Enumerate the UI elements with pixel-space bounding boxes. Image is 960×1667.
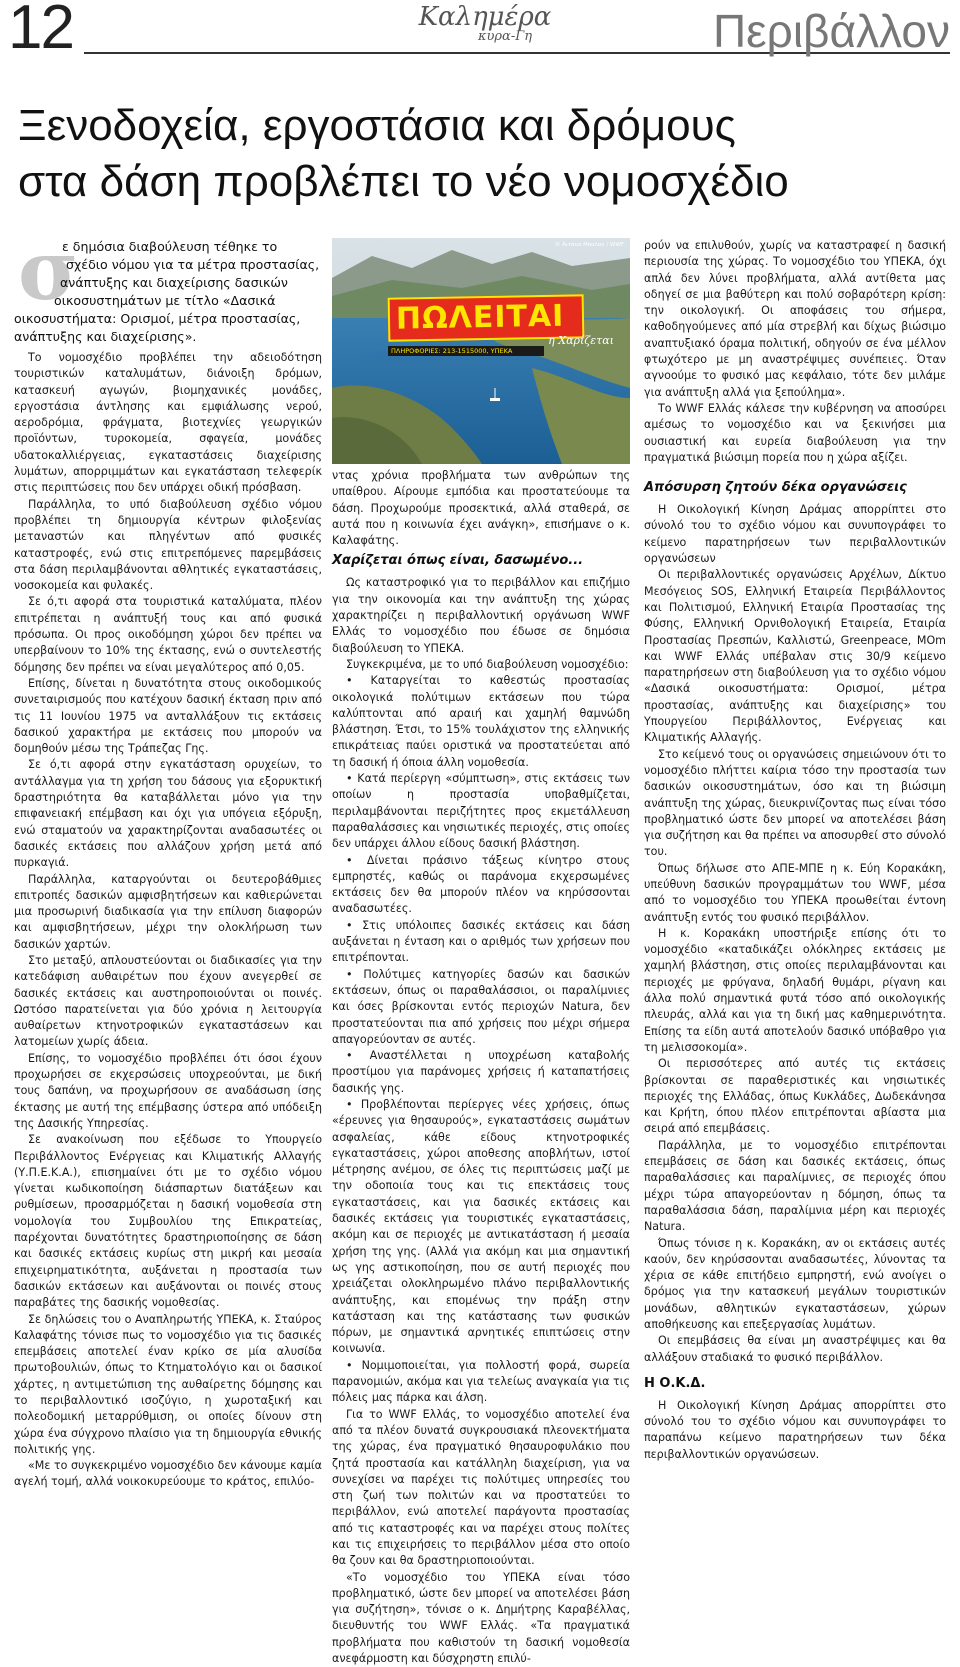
paragraph: Η κ. Κορακάκη υποστήριξε επίσης ότι το νομοσχέδιο «καταδικάζει ολόκληρες εκτάσεις με χαμηλή βλάστηση, στις οποίες περιλαμβάνονται και περιοχές με φρύγανα, δηλαδή θυμάρι, ρίγανη και άλλα πολύ σημαντικά φυτά τόσο από οικολογικής πλευράς, αλλά και για τη δική μας καθημερινότητα. Επίσης τα είδη αυτά αποτελούν δασικό υπόβαθρο για τη μελισσοκομία».	[644, 926, 946, 1054]
lead-line: οικοσυστημάτων με τίτλο «Δασικά	[54, 293, 276, 308]
paragraph: ρούν να επιλυθούν, χωρίς να καταστραφεί η δασική περιουσία της χώρας. Το νομοσχέδιο του ΥΠΕΚΑ, όχι απλά δεν λύνει προβλήματα, αλλά αντίθετα μας οδηγεί σε μια βαθύτερη και πολύ σοβαρότερη κρίση: την οικολογική. Οι αποφάσεις του σήμερα, καθοδηγούμενες από μία στρεβλή και δίχως βιώσιμο αναπτυξιακό όραμα πολιτική, οδηγούν σε ένα μέλλον φτωχότερο με μη αναστρέψιμες συνέπειες. Όταν αγνοούμε το φυσικό μας κεφάλαιο, τότε δεν μιλάμε για ανάπτυξη αλλά για ξεπούλημα».	[644, 239, 946, 399]
column-2	[332, 468, 630, 1667]
headline	[18, 98, 938, 210]
for-sale-poster	[388, 296, 614, 356]
paragraph: • Καταργείται το καθεστώς προστασίας οικολογικά πολύτιμων εκτάσεων που τώρα καλύπτονται από αραιή και χαμηλή θαμνώδη βλάστηση. Έτσι, το 15% τουλάχιστον της ελληνικής επικράτειας παύει οριστικά να προστατεύεται από τη δασική ή όποια άλλη νομοθεσία.	[332, 674, 630, 769]
paragraph: • Πολύτιμες κατηγορίες δασών και δασικών εκτάσεων, όπως οι παραθαλάσσιοι, οι παραλίμνιες και όσες βρίσκονται εντός περιοχών Natura, δεν προστατεύονται πια από χρήσεις που μέχρι σήμερα απαγορεύονταν σε αυτές.	[332, 967, 630, 1046]
lead-line: ε δημόσια διαβούλευση τέθηκε το	[62, 239, 278, 254]
lead-line: ανάπτυξης και διαχείρισης δασικών	[60, 275, 288, 290]
brand-line1: Καλημέρα	[418, 2, 552, 32]
poster-title: ΠΩΛΕΙΤΑΙ	[388, 294, 585, 341]
article-photo	[332, 238, 630, 464]
paragraph: Ως καταστροφικό για το περιβάλλον και επιζήμιο για την οικονομία και την ανάπτυξη της χώρας χαρακτηρίζει η περιβαλλοντική οργάνωση WWF Ελλάς το νομοσχέδιο που έδωσε σε δημόσια διαβούλευση το ΥΠΕΚΑ.	[332, 576, 630, 655]
section-title: Περιβάλλον	[712, 5, 950, 57]
drop-cap: σ	[18, 223, 79, 319]
paragraph: Επίσης, δίνεται η δυνατότητα στους οικοδομικούς συνεταιρισμούς που κατέχουν δασική έκταση πριν από τις 11 Ιουνίου 1975 να ανταλλάξουν τις εκτάσεις δασικού χαρακτήρα με εκτάσεις που μπορούν να δομηθούν μέσω της Τράπεζας Γης.	[14, 676, 322, 756]
paragraph: Όπως τόνισε η κ. Κορακάκη, αν οι εκτάσεις αυτές καούν, δεν κηρύσσονται αναδασωτέες, λύνοντας τα χέρια σε κάθε επιτήδειο εμπρηστή, ενώ ανοίγει ο δρόμος για την κατασκευή μεγάλων τουριστικών μονάδων, αθλητικών εγκαταστάσεων, χώρων αποθήκευσης και επεξεργασίας λυμάτων.	[644, 1236, 946, 1331]
paragraph: Οι επεμβάσεις θα είναι μη αναστρέψιμες και θα αλλάξουν σταδιακά το φυσικό περιβάλλον.	[644, 1334, 946, 1364]
paragraph: Παράλληλα, καταργούνται οι δευτεροβάθμιες επιτροπές δασικών αμφισβητήσεων και καθιερώνεται μια προσωρινή διαδικασία για την επίλυση διαφορών και αμφισβητήσεων, μέχρι την ολοκλήρωση των δασικών χαρτών.	[14, 872, 322, 951]
paragraph: Η Οικολογική Κίνηση Δράμας απορρίπτει στο σύνολό του το σχέδιο νόμου και συνυπογράφει το κείμενο παρατηρήσεων των περιβαλλοντικών οργανώσεων	[644, 503, 946, 566]
subheading: Απόσυρση ζητούν δέκα οργανώσεις	[644, 480, 907, 496]
lead-paragraph	[14, 238, 322, 346]
paragraph: Στο κείμενό τους οι οργανώσεις σημειώνουν ότι το νομοσχέδιο πλήττει καίρια τόσο την προστασία των δασικών οικοσυστημάτων, όσο και τη βιώσιμη ανάπτυξη της χώρας, διευκρινίζοντας πως είναι τόσο προβληματικό ώστε δεν μπορεί να αποτελέσει βάση για συζήτηση και θα πρέπει να αποσυρθεί στο σύνολό του.	[644, 747, 946, 859]
signature-subheading: Η Ο.Κ.Δ.	[644, 1375, 706, 1391]
boat-icon	[490, 398, 500, 401]
paragraph: Το νομοσχέδιο προβλέπει την αδειοδότηση τουριστικών καταλυμάτων, διάνοιξη δρόμων, κατασκευή αγωγών, βιομηχανικές μονάδες, εργοστάσια άντλησης και εμφιάλωσης νερού, αεροδρόμια, φράγματα, βιοτεχνίες γεωργικών προϊόντων, τυροκομεία, σφαγεία, μονάδες υδατοκαλλιέργειας, εγκαταστάσεις διαχείρισης λυμάτων, απορριμμάτων και εγκατάσταση τελεφερίκ στις περιπτώσεις που δεν υπάρχει οδική πρόσβαση.	[14, 351, 322, 495]
paragraph: Οι περισσότερες από αυτές τις εκτάσεις βρίσκονται σε παραθεριστικές και νησιωτικές περιοχές της Ελλάδας, όπως Κυκλάδες, Δωδεκάνησα και Κρήτη, όπου πλέον επιτρέπονται αβίαστα μια σειρά από επεμβάσεις.	[644, 1057, 946, 1136]
photo-credit: © Αιτάνα Μπαλού / WWF	[554, 242, 624, 248]
headline-line2: στα δάση προβλέπει το νέο νομοσχέδιο	[18, 157, 789, 206]
lead-line: ανάπτυξης και διαχείρισης».	[14, 329, 197, 344]
column-1	[14, 350, 322, 1491]
brand-logo	[400, 4, 570, 44]
paragraph: Επίσης, το νομοσχέδιο προβλέπει ότι όσοι έχουν προχωρήσει σε εκχερσώσεις υποχρεούνται, με δική τους δαπάνη, να προχωρήσουν σε αναδάσωση ίσης έκτασης με αυτή της επέμβασης ύστερα από υπόδειξη της Δασικής Υπηρεσίας.	[14, 1051, 322, 1130]
paragraph: Παράλληλα, το υπό διαβούλευση σχέδιο νόμου προβλέπει τη δημιουργία κέντρων φιλοξενίας μεταναστών και πληγέντων από φυσικές καταστροφές, ενώ στις επιτρεπόμενες παρεμβάσεις στα δάση περιλαμβάνονται αθλητικές εγκαταστάσεις, νοσοκομεία και φυλακές.	[14, 497, 322, 593]
paragraph: • Προβλέπονται περίεργες νέες χρήσεις, όπως «έρευνες για θησαυρούς», εγκαταστάσεις σωμάτων ασφαλείας, κάθε είδους κτηνοτροφικές εγκαταστάσεις, χώροι αποθεσης αποβλήτων, ιστοί μέτρησης ανέμου, σε όλες τις περιπτώσεις μαζί με την οδοποιία τους και τις επεκτάσεις τους εγκαταστάσεις, και για δασικές εκτάσεις και δασικές εκτάσεις για τουριστικές εγκαταστάσεις, ακόμη και σε περιοχές με αντικατάσταση ή μεσαία χρήση της γης. (Αλλά για ακόμη και μια σημαντική ως γης αστικοποίηση, που σε αυτή περιοχές που χρειάζεται ολοκληρωμένο πλάνο περιβαλλοντικής ανάπτυξης, και επομένως την πράξη στην κατάσταση και της κατάστασης των φυσικών πόρων, με σημαντικά αρνητικές επιπτώσεις στην κοινωνία.	[332, 1097, 630, 1356]
headline-line1: Ξενοδοχεία, εργοστάσια και δρόμους	[18, 101, 736, 150]
paragraph: Σε ανακοίνωση που εξέδωσε το Υπουργείο Περιβάλλοντος Ενέργειας και Κλιματικής Αλλαγής (Υ.Π.Ε.Κ.Α.), επισημαίνει ότι με το σχέδιο νόμου γίνεται κωδικοποίηση διάσπαρτων διατάξεων και ρυθμίσεων, προσαρμόζεται η δασική νομοθεσία στη νομολογία του Συμβουλίου της Επικρατείας, παρέχονται δυνατότητες δραστηριοποίησης σε δάση και δασικές εκτάσεις κυρίως στη μικρή και μεσαία επιχειρηματικότητα, αυξάνεται η προστασία των δασικών εκτάσεων και αυξάνονται οι ποινές στους παραβάτες της δασικής νομοθεσίας.	[14, 1133, 322, 1310]
paragraph: Το WWF Ελλάς κάλεσε την κυβέρνηση να αποσύρει αμέσως το νομοσχέδιο και να ξεκινήσει μια ουσιαστική και ευρεία διαβούλευση για την πραγματικά βιώσιμη πορεία που η χώρα αξίζει.	[644, 401, 946, 464]
paragraph: Σε ό,τι αφορά στην εγκατάσταση ορυχείων, το αντάλλαγμα για τη χρήση του δάσους για εξορυκτική δραστηριότητα θα καταβάλλεται μόνο για την επιφανειακή επέμβαση και όχι για υπόγεια εξόρυξη, ενώ σταματούν να χαρακτηρίζονται αναδασωτέες οι δασικές εκτάσεις που αλλάζουν χρήση μετά από πυρκαγιά.	[14, 758, 322, 870]
page-number: 12	[8, 0, 73, 62]
paragraph: • Αναστέλλεται η υποχρέωση καταβολής προστίμου για παράνομες χρήσεις ή καταπατήσεις δασικής γης.	[332, 1049, 630, 1095]
paragraph: Σε ό,τι αφορά στα τουριστικά καταλύματα, πλέον επιτρέπεται η ανάπτυξή τους και από φυσικά πρόσωπα. Οι προς οικοδόμηση χώροι δεν πρέπει να υπερβαίνουν το 10% της έκτασης, ενώ ο συντελεστής δόμησης δεν πρέπει να είναι μεγαλύτερος από 0,05.	[14, 595, 322, 674]
poster-info: ΠΛΗΡΟΦΟΡΙΕΣ: 213-1515000, ΥΠΕΚΑ	[388, 346, 544, 356]
subheading: Χαρίζεται όπως είναι, δασωμένο...	[332, 553, 584, 569]
paragraph: • Δίνεται πράσινο τάξεως κίνητρο στους εμπρηστές, καθώς οι παράνομα εκχερσωμένες εκτάσεις δεν θα μπορούν πλέον να κηρύσσονται αναδασωτέες.	[332, 853, 630, 916]
paragraph: Παράλληλα, με το νομοσχέδιο επιτρέπονται επεμβάσεις σε δάση και δασικές εκτάσεις, όπως παραθαλάσσιες και παραλίμνιες, σε περιοχές όπου μέχρι τώρα απαγορεύονταν η δόμηση, όπως τα παραθαλάσσια δάση, παραλίμνια μέρη και περιοχές Natura.	[644, 1138, 946, 1234]
paragraph: Οι περιβαλλοντικές οργανώσεις Αρχέλων, Δίκτυο Μεσόγειος SOS, Ελληνική Εταιρεία Περιβάλλοντος και Πολιτισμού, Ελληνική Εταιρία Προστασίας της Φύσης, Ελληνική Ορνιθολογική Εταιρεία, Εταιρία Προστασίας Πρεσπών, Καλλιστώ, Greenpeace, MOm και WWF Ελλάς υπέβαλαν στις 30/9 κείμενο παρατηρήσεων στη διαβούλευση για το σχέδιο νόμου «Δασικά οικοσυστήματα: Ορισμοί, μέτρα προστασίας, ανάπτυξης και διαχείρισης» του Υπουργείου Περιβάλλοντος, Ενέργειας και Κλιματικής Αλλαγής.	[644, 568, 946, 745]
poster-subtitle: η Χαρίζεται	[548, 334, 614, 347]
paragraph: Σε δηλώσεις του ο Αναπληρωτής ΥΠΕΚΑ, κ. Σταύρος Καλαφάτης τόνισε πως το νομοσχέδιο για τις δασικές επεμβάσεις αποτελεί έναν κρίκο σε μία αλυσίδα πρωτοβουλιών, όπως το Κτηματολόγιο και οι δασικοί χάρτες, η αντιμετώπιση της αυθαίρετης δόμησης και το περιβαλλοντικό ισοζύγιο, η χωροταξική και πολεοδομική μεταρρύθμιση, οι οποίες δίνουν στη χώρα ένα σύγχρονο πλαίσιο για τη δημιουργία εθνικής πολιτικής γης.	[14, 1312, 322, 1456]
paragraph: • Νομιμοποιείται, για πολλοστή φορά, σωρεία παρανομιών, ακόμα και για τελείως αναγκαία για τις πόλεις μας πάρκα και άλση.	[332, 1358, 630, 1405]
paragraph: ντας χρόνια προβλήματα των ανθρώπων της υπαίθρου. Αίρουμε εμπόδια και προστατεύουμε τα δάση. Προχωρούμε προσεκτικά, αλλά σταθερά, σε αυτά που η κοινωνία έχει ανάγκη», επισήμανε ο κ. Καλαφάτης.	[332, 469, 630, 548]
paragraph: Στο μεταξύ, απλουστεύονται οι διαδικασίες για την κατεδάφιση αυθαιρέτων που έχουν ανεγερθεί σε δασικές εκτάσεις και αυστηροποιούνται οι ποινές. Ωστόσο παρατείνεται για δύο χρόνια η λειτουργία αυθαίρετων κτηνοτροφικών εγκαταστάσεων και λατομείων χωρίς άδεια.	[14, 953, 322, 1049]
paragraph: Η Οικολογική Κίνηση Δράμας απορρίπτει στο σύνολό του το σχέδιο νόμου και συνυπογράφει το παραπάνω κείμενο παρατηρήσεων των δέκα περιβαλλοντικών οργανώσεων.	[644, 1398, 946, 1461]
brand-line2: κυρα-Γη	[477, 29, 533, 44]
paragraph: Για το WWF Ελλάς, το νομοσχέδιο αποτελεί ένα από τα πλέον δυνατά συγκρουσιακά πλεονεκτήματα της χώρας, ένα πραγματικό θησαυροφυλάκιο που ζητά προστασία και κατάλληλη διαχείριση, για να συνεχίσει να παρέχει τις πολύτιμες υπηρεσίες του στη ζωή των πολιτών και να προστατεύει το περιβάλλον, ενώ αποτελεί παράγοντα προστασίας από τις καταστροφές και να παρέχει στους πολίτες και τις επιχειρήσεις το περιβάλλον μέσα στο οποίο θα ζουν και θα δραστηριοποιούνται.	[332, 1407, 630, 1568]
paragraph: Συγκεκριμένα, με το υπό διαβούλευση νομοσχέδιο:	[346, 657, 629, 671]
lead-line: σχέδιο νόμου για τα μέτρα προστασίας,	[66, 257, 320, 272]
paragraph: • Κατά περίεργη «σύμπτωση», στις εκτάσεις των οποίων η προστασία υποβαθμίζεται, περιλαμβάνονται περιζήτητες προς εκμετάλλευση παραθαλάσσιες και νησιωτικές περιοχές, στις οποίες δεν υπάρχει άλλου είδους δασική βλάστηση.	[332, 772, 630, 851]
paragraph: «Το νομοσχέδιο του ΥΠΕΚΑ είναι τόσο προβληματικό, ώστε δεν μπορεί να αποτελέσει βάση για συζήτηση», τόνισε ο κ. Δημήτρης Καραβέλλας, διευθυντής του WWF Ελλάς. «Τα πραγματικά προβλήματα που καθιστούν τη δασική νομοθεσία ανεφάρμοστη και δύσχρηστη επιλύ-	[332, 1570, 630, 1666]
column-3	[644, 238, 946, 1463]
lead-line: οικοσυστήματα: Ορισμοί, μέτρα προστασίας,	[14, 311, 301, 326]
paragraph: • Στις υπόλοιπες δασικές εκτάσεις και δάση αυξάνεται η ένταση και ο αριθμός των χρήσεων που επιτρέπονται.	[332, 918, 630, 965]
paragraph: Όπως δήλωσε στο ΑΠΕ-ΜΠΕ η κ. Εύη Κορακάκη, υπεύθυνη δασικών προγραμμάτων του WWF, μέσα από το νομοσχέδιο του ΥΠΕΚΑ προωθείται έντονη ανάπτυξη εντός του φυσικό περιβάλλον.	[644, 861, 946, 924]
paragraph: «Με το συγκεκριμένο νομοσχέδιο δεν κάνουμε καμία αγελή τομή, αλλά νοικοκυρεύουμε το κράτος, επιλύο-	[14, 1459, 322, 1489]
